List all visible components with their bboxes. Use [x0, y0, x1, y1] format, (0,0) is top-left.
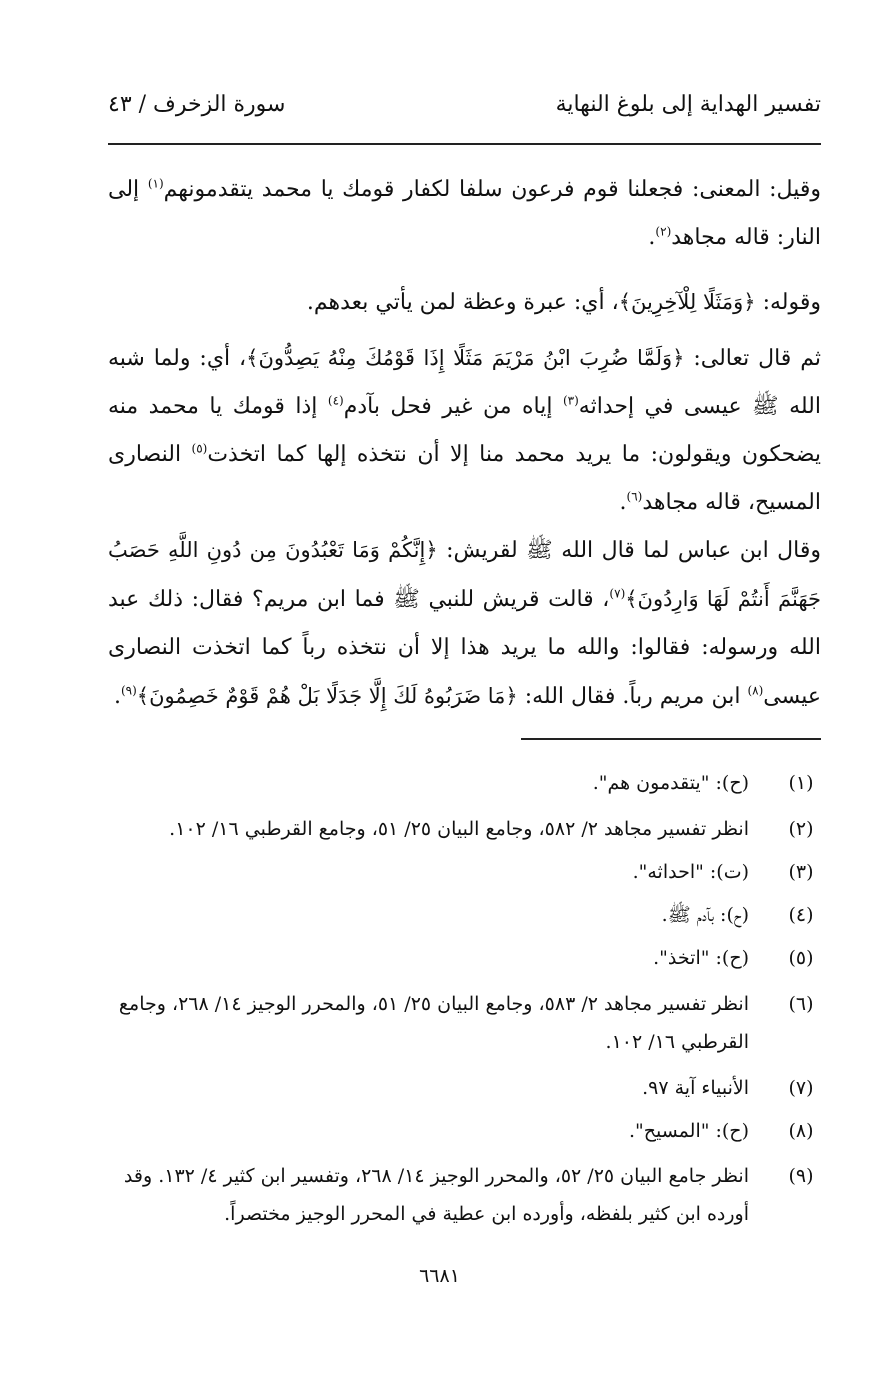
footnote [108, 985, 821, 1061]
footnote-number: (٢) [788, 818, 814, 840]
footnote [108, 1157, 821, 1233]
p3-e: . [619, 490, 627, 515]
footnote-divider [521, 738, 821, 740]
p1-end: إلى النار: قاله مجاهد [108, 177, 821, 250]
footnote-number: (٩) [788, 1165, 814, 1187]
footnote [108, 764, 821, 802]
paragraph-3 [108, 334, 821, 527]
footnote [108, 896, 821, 934]
footnote-ref-2: (٢) [655, 224, 672, 239]
footnote-ref-5: (٥) [191, 441, 208, 456]
footnote-text: (ت): "احداثه". [632, 861, 749, 883]
quran-quote: ﴿وَمَثَلًا لِلْآخِرِينَ﴾ [618, 290, 756, 314]
footnote-ref-7: (٧) [609, 586, 626, 601]
header-divider [108, 143, 821, 145]
footnote [108, 853, 821, 891]
footnote-text: (ح): "اتخذ". [653, 947, 749, 969]
footnote-ref-9: (٩) [120, 683, 137, 698]
p3-start: ثم قال تعالى: [684, 346, 821, 371]
footnote-ref-6: (٦) [626, 489, 643, 504]
footnote [108, 1069, 821, 1107]
quran-quote: ﴿وَلَمَّا ضُرِبَ ابْنُ مَرْيَمَ مَثَلًا إِذَا قَوْمُكَ مِنْهُ يَصِدُّونَ﴾ [246, 346, 685, 370]
footnote-text: انظر تفسير مجاهد ٢/ ٥٨٢، وجامع البيان ٢٥/ ٥١، وجامع القرطبي ١٦/ ١٠٢. [169, 818, 749, 840]
paragraph-2 [108, 278, 821, 327]
footnote [108, 1112, 821, 1150]
footnote-text: انظر جامع البيان ٢٥/ ٥٢، والمحرر الوجيز ١٤/ ٢٦٨، وتفسير ابن كثير ٤/ ١٣٢. وقد أورده ابن كثير بلفظه، وأورده ابن عطية في المحرر الوجيز مختصراً. [123, 1165, 749, 1225]
footnote-ref-8: (٨) [747, 683, 764, 698]
footnote-ref-3: (٣) [562, 393, 579, 408]
page-number: ٦٦٨١ [419, 1265, 460, 1287]
footnote-text: (ح): "يتقدمون هم". [592, 772, 749, 794]
footnote-number: (٥) [788, 947, 814, 969]
paragraph-1 [108, 166, 821, 262]
quran-quote: ﴿مَا ضَرَبُوهُ لَكَ إِلَّا جَدَلًا بَلْ هُمْ قَوْمٌ خَصِمُونَ﴾ [136, 684, 518, 708]
p2-start: وقوله: [755, 290, 821, 315]
footnote-text: الأنبياء آية ٩٧. [642, 1077, 749, 1099]
book-title: تفسير الهداية إلى بلوغ النهاية [555, 92, 821, 117]
p1-tail: . [648, 225, 656, 250]
footnote [108, 810, 821, 848]
footnote-number: (٦) [788, 993, 814, 1015]
p1-text: وقيل: المعنى: فجعلنا قوم فرعون سلفا لكفار قومك يا محمد يتقدمونهم [163, 177, 821, 202]
footnote-number: (٤) [788, 904, 814, 926]
p4-a: وقال ابن عباس لما قال الله ﷺ لقريش: [437, 538, 822, 563]
footnote-text: (ح): "المسيح". [628, 1120, 749, 1142]
footnote-number: (٧) [788, 1077, 814, 1099]
footnote-ref-1: (١) [147, 176, 164, 191]
p4-b: ، قالت قريش للنبي ﷺ فما ابن مريم؟ فقال: ذلك عبد الله ورسوله: فقالوا: والله ما يريد هذا إلا أن نتخذه رباً كما اتخذت النصارى عيسى [108, 587, 821, 709]
p2-end: ، أي: عبرة وعظة لمن يأتي بعدهم. [306, 290, 619, 315]
footnote-number: (٣) [788, 861, 814, 883]
quran-quote: ﴿إِنَّكُمْ وَمَا تَعْبُدُونَ مِن دُونِ اللَّهِ حَصَبُ جَهَنَّمَ أَنتُمْ لَهَا وَارِدُونَ﴾ [108, 538, 821, 611]
footnote-text: انظر تفسير مجاهد ٢/ ٥٨٣، وجامع البيان ٢٥/ ٥١، والمحرر الوجيز ١٤/ ٢٦٨، وجامع القرطبي ١٦/ ١٠٢. [118, 993, 749, 1053]
p3-d: النصارى المسيح، قاله مجاهد [108, 442, 821, 515]
p3-a: ، أي: ولما شبه الله ﷺ عيسى في إحداثه [108, 346, 821, 419]
surah-page-label: سورة الزخرف / ٤٣ [108, 92, 286, 117]
footnote-number: (٨) [788, 1120, 814, 1142]
footnote-number: (١) [788, 772, 814, 794]
p3-c: إذا قومك يا محمد منه يضحكون ويقولون: ما يريد محمد منا إلا أن نتخذه إلها كما اتخذت [108, 394, 822, 467]
footnote [108, 939, 821, 977]
p4-c: ابن مريم رباً. فقال الله: [517, 684, 748, 709]
footnote-text: (ح): بآدم ﷺ. [661, 904, 749, 926]
paragraph-4 [108, 526, 821, 721]
p4-d: . [113, 684, 121, 709]
footnote-ref-4: (٤) [327, 393, 344, 408]
p3-b: إياه من غير فحل بآدم [343, 394, 563, 419]
